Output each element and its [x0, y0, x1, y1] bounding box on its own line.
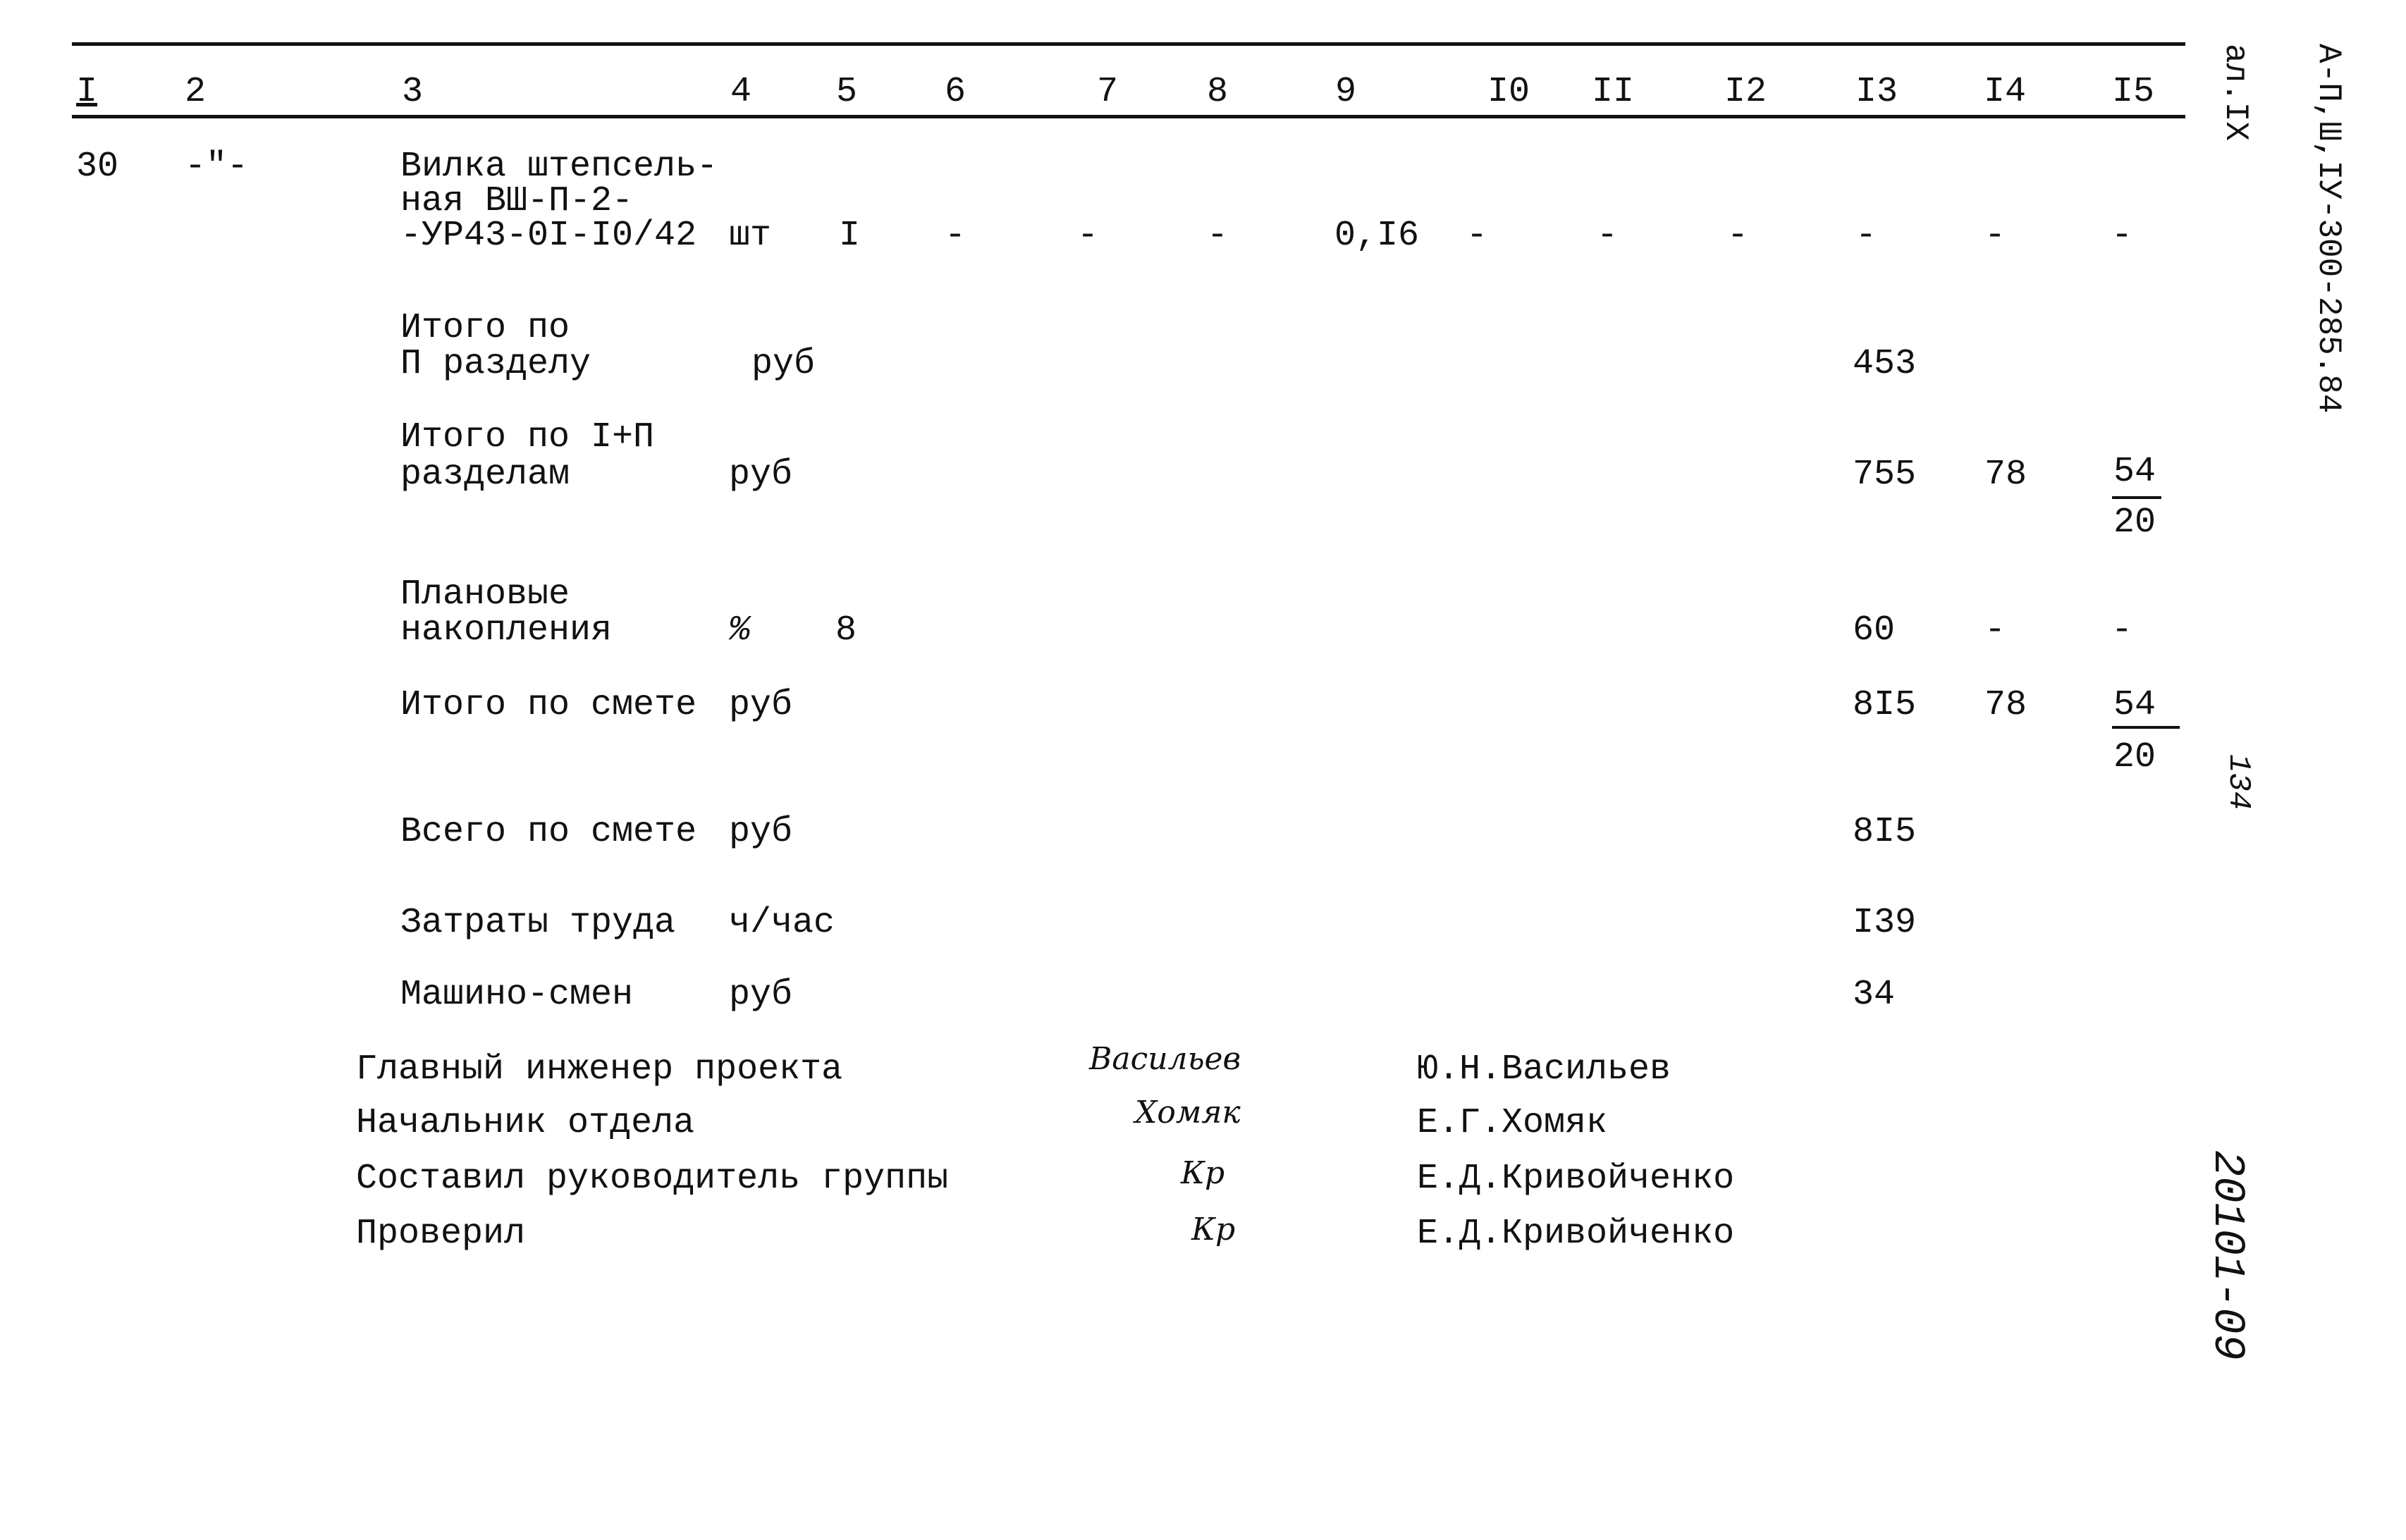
total-c15-top: 54: [2113, 685, 2156, 725]
total-unit: руб: [729, 685, 793, 725]
item-c8: -: [1207, 216, 1229, 256]
item-qty: I: [839, 216, 861, 256]
item-c15: -: [2111, 216, 2133, 256]
total-label: П разделу: [400, 344, 591, 384]
total-c15-bottom: 20: [2113, 737, 2156, 777]
col-header: 5: [836, 72, 858, 112]
col-header: 3: [402, 72, 424, 112]
col-header: I3: [1855, 72, 1898, 112]
total-c13: 453: [1853, 344, 1917, 384]
total-c14: -: [1984, 610, 2006, 651]
fraction-line: [2112, 496, 2161, 499]
handwritten-signature: Кр: [1191, 1212, 1236, 1248]
total-c13: 8I5: [1853, 812, 1917, 852]
signatory-name: Ю.Н.Васильев: [1417, 1049, 1671, 1090]
item-c12: -: [1727, 216, 1749, 256]
col-header: I4: [1984, 72, 2027, 112]
total-label: Всего по смете: [400, 812, 697, 852]
signatory-name: Е.Г.Хомяк: [1417, 1103, 1608, 1143]
margin-document-code: [2189, 44, 2406, 414]
total-unit: руб: [729, 975, 793, 1015]
col-header: 6: [945, 72, 966, 112]
col-header: 4: [730, 72, 752, 112]
item-c6: -: [945, 216, 966, 256]
item-c7: -: [1077, 216, 1099, 256]
total-c13: I39: [1853, 903, 1917, 943]
item-unit: шт: [729, 216, 772, 256]
item-description: -УР43-0I-I0/42: [400, 216, 697, 256]
col-header: 8: [1207, 72, 1229, 112]
item-c11: -: [1597, 216, 1619, 256]
total-c13: 60: [1853, 610, 1896, 651]
item-description: ная ВШ-П-2-: [400, 181, 634, 221]
total-c5: 8: [835, 610, 857, 651]
total-c15: -: [2111, 610, 2133, 651]
item-c14: -: [1984, 216, 2006, 256]
col-header: I: [76, 72, 98, 112]
total-label: Итого по: [400, 308, 570, 348]
total-unit: руб: [751, 344, 816, 384]
total-c13: 755: [1853, 455, 1917, 495]
handwritten-signature: Хомяк: [1135, 1095, 1241, 1131]
item-c13: -: [1855, 216, 1877, 256]
total-c14: 78: [1984, 455, 2027, 495]
signatory-role: Проверил: [356, 1214, 526, 1254]
col-header: I2: [1724, 72, 1767, 112]
margin-page-number: 134: [2221, 754, 2256, 811]
total-unit: руб: [729, 455, 793, 495]
handwritten-signature: Васильев: [1089, 1041, 1241, 1077]
total-label: Затраты труда: [400, 903, 676, 943]
item-c9: 0,I6: [1334, 216, 1420, 256]
signatory-name: Е.Д.Кривойченко: [1417, 1214, 1735, 1254]
total-label: Машино-смен: [400, 975, 634, 1015]
item-ditto: -"-: [185, 147, 249, 187]
total-unit: руб: [729, 812, 793, 852]
col-header: 2: [185, 72, 207, 112]
margin-doc-number: 20101-09: [2202, 1150, 2252, 1360]
col-header: II: [1592, 72, 1635, 112]
signatory-name: Е.Д.Кривойченко: [1417, 1159, 1735, 1199]
signatory-role: Составил руководитель группы: [356, 1159, 949, 1199]
total-label: Итого по I+П: [400, 417, 655, 457]
signatory-role: Начальник отдела: [356, 1103, 695, 1143]
total-c15-top: 54: [2113, 452, 2156, 492]
margin-code-line1: А-П,Ш,IУ-300-285.84: [2310, 44, 2347, 414]
fraction-line: [2112, 726, 2180, 729]
margin-code-line2: ал.IX: [2217, 44, 2254, 142]
total-c13: 34: [1853, 975, 1896, 1015]
total-label: Плановые: [400, 574, 570, 615]
header-rule: [72, 115, 2185, 118]
item-c10: -: [1466, 216, 1488, 256]
col-header: 7: [1097, 72, 1119, 112]
col-header: I0: [1487, 72, 1530, 112]
item-number: 30: [76, 147, 119, 187]
handwritten-signature: Кр: [1181, 1155, 1225, 1191]
total-label: Итого по смете: [400, 685, 697, 725]
top-rule: [72, 42, 2185, 46]
total-unit: ч/час: [729, 903, 835, 943]
total-c13: 8I5: [1853, 685, 1917, 725]
col-header: 9: [1335, 72, 1357, 112]
total-c14: 78: [1984, 685, 2027, 725]
signatory-role: Главный инженер проекта: [356, 1049, 843, 1090]
item-description: Вилка штепсель-: [400, 147, 718, 187]
total-label: накопления: [400, 610, 613, 651]
total-c15-bottom: 20: [2113, 503, 2156, 543]
col-header: I5: [2112, 72, 2155, 112]
total-label: разделам: [400, 455, 570, 495]
total-unit: %: [729, 610, 751, 651]
